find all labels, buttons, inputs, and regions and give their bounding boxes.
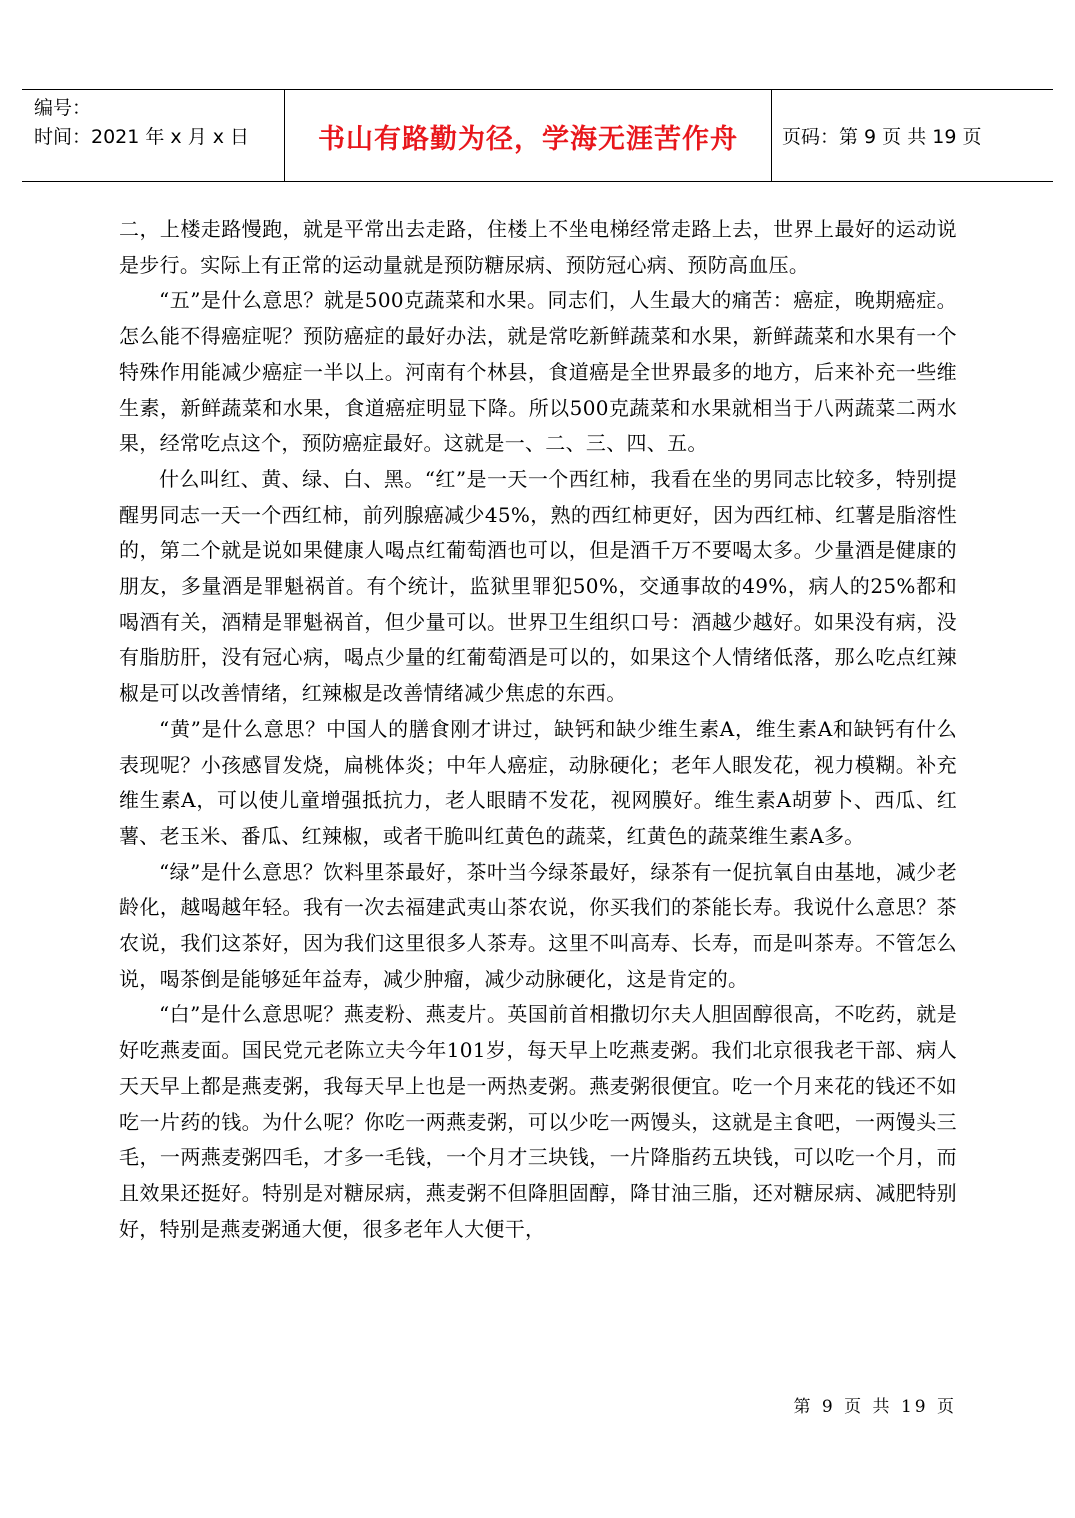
paragraph-1: 二，上楼走路慢跑，就是平常出去走路，住楼上不坐电梯经常走路上去，世界上最好的运动说是步行。实际上有正常的运动量就是预防糖尿病、预防冠心病、预防高血压。 xyxy=(119,217,957,277)
time-label: 时间：2021 年 x 月 x 日 xyxy=(34,126,250,148)
header-motto: 书山有路勤为径，学海无涯苦作舟 xyxy=(285,90,772,181)
header-meta xyxy=(22,90,285,181)
paragraph-3: 什么叫红、黄、绿、白、黑。“红”是一天一个西红柿，我看在坐的男同志比较多，特别提醒男同志一天一个西红柿，前列腺癌减少45%，熟的西红柿更好，因为西红柿、红薯是脂溶性的，第二个就是说如果健康人喝点红葡萄酒也可以，但是酒千万不要喝太多。少量酒是健康的朋友，多量酒是罪魁祸首。有个统计，监狱里罪犯50%，交通事故的49%，病人的25%都和喝酒有关，酒精是罪魁祸首，但少量可以。世界卫生组织口号：酒越少越好。如果没有病，没有脂肪肝，没有冠心病，喝点少量的红葡萄酒是可以的，如果这个人情绪低落，那么吃点红辣椒是可以改善情绪，红辣椒是改善情绪减少焦虑的东西。 xyxy=(119,466,957,706)
page-header xyxy=(22,89,1053,182)
document-body xyxy=(119,212,957,1247)
paragraph-4: “黄”是什么意思？中国人的膳食刚才讲过，缺钙和缺少维生素A，维生素A和缺钙有什么表现呢？小孩感冒发烧，扁桃体炎；中年人癌症，动脉硬化；老年人眼发花，视力模糊。补充维生素A，可以使儿童增强抵抗力，老人眼睛不发花，视网膜好。维生素A胡萝卜、西瓜、红薯、老玉米、番瓜、红辣椒，或者干脆叫红黄色的蔬菜，红黄色的蔬菜维生素A多。 xyxy=(119,716,957,848)
paragraph-6: “白”是什么意思呢？燕麦粉、燕麦片。英国前首相撒切尔夫人胆固醇很高，不吃药，就是好吃燕麦面。国民党元老陈立夫今年101岁，每天早上吃燕麦粥。我们北京很我老干部、病人天天早上都是燕麦粥，我每天早上也是一两热麦粥。燕麦粥很便宜。吃一个月来花的钱还不如吃一片药的钱。为什么呢？你吃一两燕麦粥，可以少吃一两馒头，这就是主食吧，一两馒头三毛，一两燕麦粥四毛，才多一毛钱，一个月才三块钱，一片降脂药五块钱，可以吃一个月，而且效果还挺好。特别是对糖尿病，燕麦粥不但降胆固醇，降甘油三脂，还对糖尿病、减肥特别好，特别是燕麦粥通大便，很多老年人大便干， xyxy=(119,1002,957,1241)
number-label: 编号： xyxy=(34,97,92,119)
page-footer: 第 9 页 共 19 页 xyxy=(793,1397,957,1417)
paragraph-5: “绿”是什么意思？饮料里茶最好，茶叶当今绿茶最好，绿茶有一促抗氧自由基地，减少老龄化，越喝越年轻。我有一次去福建武夷山茶农说，你买我们的茶能长寿。我说什么意思？茶农说，我们这茶好，因为我们这里很多人茶寿。这里不叫高寿、长寿，而是叫茶寿。不管怎么说，喝茶倒是能够延年益寿，减少肿瘤，减少动脉硬化，这是肯定的。 xyxy=(119,859,957,991)
paragraph-2: “五”是什么意思？就是500克蔬菜和水果。同志们，人生最大的痛苦：癌症，晚期癌症。怎么能不得癌症呢？预防癌症的最好办法，就是常吃新鲜蔬菜和水果，新鲜蔬菜和水果有一个特殊作用能减少癌症一半以上。河南有个林县，食道癌是全世界最多的地方，后来补充一些维生素，新鲜蔬菜和水果，食道癌症明显下降。所以500克蔬菜和水果就相当于八两蔬菜二两水果，经常吃点这个，预防癌症最好。这就是一、二、三、四、五。 xyxy=(119,288,957,456)
header-page-code: 页码：第 9 页 共 19 页 xyxy=(782,126,982,148)
